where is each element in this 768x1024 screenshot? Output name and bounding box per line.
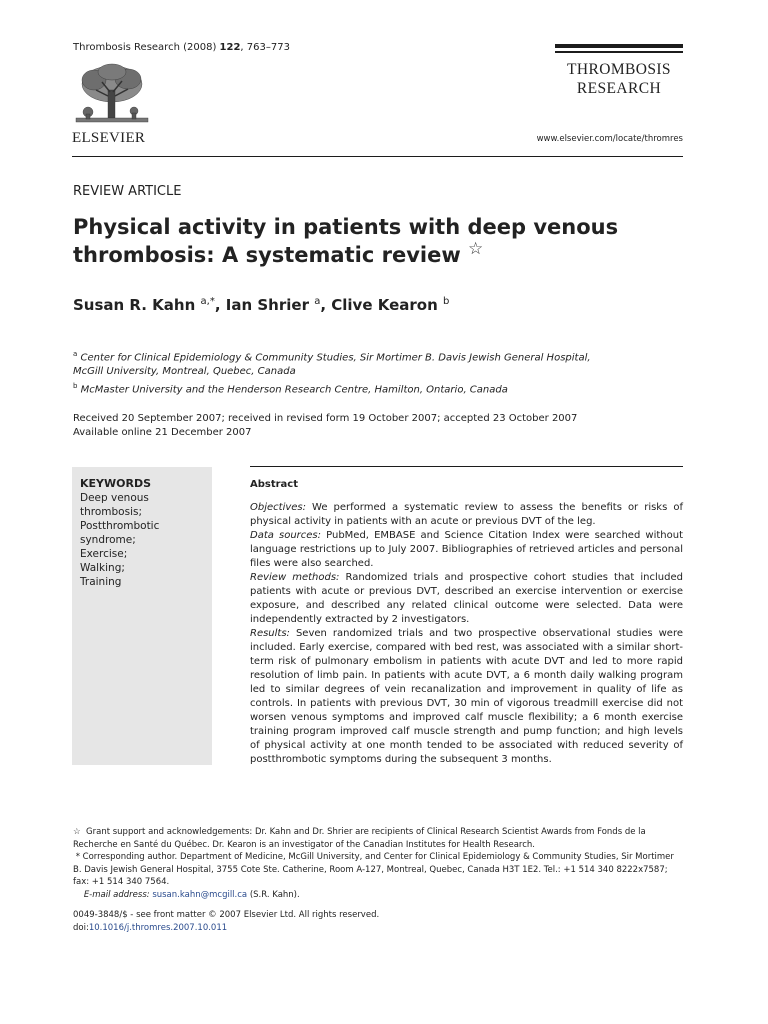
- title-line-1: Physical activity in patients with deep venous: [73, 215, 619, 239]
- abstract-body: [250, 501, 683, 767]
- affiliation-mark: b: [73, 382, 78, 391]
- footnotes: [73, 826, 683, 934]
- author-separator: ,: [320, 296, 332, 314]
- journal-citation: [73, 42, 290, 53]
- masthead-rule-thin: [555, 51, 683, 53]
- article-title: [73, 213, 683, 269]
- keyword-item: Exercise;: [80, 548, 128, 560]
- citation-volume: 122: [219, 42, 241, 53]
- citation-journal: Thrombosis Research (2008): [73, 42, 217, 53]
- keyword-item: syndrome;: [80, 534, 136, 546]
- author-name[interactable]: Ian Shrier: [225, 296, 309, 314]
- affiliations: [73, 347, 683, 398]
- affiliation-text: McMaster University and the Henderson Research Centre, Hamilton, Ontario, Canada: [80, 384, 508, 396]
- doi-prefix: doi:: [73, 922, 89, 933]
- keyword-item: Postthrombotic: [80, 520, 160, 532]
- doi-line: [73, 922, 683, 935]
- abstract-divider: [250, 466, 683, 467]
- doi-link[interactable]: 10.1016/j.thromres.2007.10.011: [88, 922, 228, 933]
- abstract-text: Randomized trials and prospective cohort studies that included patients with acute or previous DVT, described an exercise intervention or exercise exposure, and described any related clinical outcome were selected. Data were independently extracted by 2 investigators.: [250, 572, 683, 625]
- email-link[interactable]: susan.kahn@mcgill.ca: [152, 889, 248, 900]
- article-history: [73, 412, 683, 440]
- journal-title-line2: RESEARCH: [576, 79, 662, 97]
- author-separator: ,: [214, 296, 226, 314]
- author-affiliation-marks: b: [443, 296, 450, 307]
- publisher-name: ELSEVIER: [72, 130, 146, 146]
- abstract-label: Results:: [250, 628, 290, 639]
- keywords-heading: KEYWORDS: [80, 477, 152, 490]
- affiliation-item: [73, 347, 683, 365]
- abstract-paragraph: [250, 501, 683, 529]
- abstract-paragraph: [250, 529, 683, 571]
- abstract-label: Review methods:: [250, 572, 340, 583]
- journal-url-link[interactable]: www.elsevier.com/locate/thromres: [536, 134, 683, 144]
- email-label: E-mail address:: [83, 889, 150, 900]
- abstract-label: Data sources:: [250, 530, 322, 541]
- abstract-label: Objectives:: [250, 502, 306, 513]
- affiliation-mark: a: [73, 350, 78, 358]
- citation-pages: , 763–773: [240, 42, 290, 53]
- keyword-item: thrombosis;: [80, 506, 142, 518]
- author-name[interactable]: Susan R. Kahn: [73, 296, 196, 314]
- abstract-text: We performed a systematic review to assess the benefits or risks of physical activity in patients with an acute or previous DVT of the leg.: [250, 502, 683, 527]
- author-affiliation-marks: a,*: [200, 296, 215, 307]
- email-suffix: (S.R. Kahn).: [247, 889, 300, 900]
- corresponding-mark: *: [75, 852, 80, 862]
- keyword-item: Deep venous: [80, 492, 149, 504]
- title-line-2-text: thrombosis: A systematic review: [73, 243, 461, 267]
- journal-masthead: [555, 44, 683, 98]
- email-line: [73, 889, 683, 902]
- author-name[interactable]: Clive Kearon: [331, 296, 438, 314]
- title-footnote-star-icon[interactable]: ☆: [468, 239, 484, 259]
- journal-title-line1: THROMBOSIS: [567, 60, 671, 78]
- keyword-item: Walking;: [80, 562, 125, 574]
- author-affiliation-marks: a: [314, 296, 321, 307]
- grant-footnote: [73, 826, 683, 851]
- affiliation-item-continued: McGill University, Montreal, Quebec, Canada: [73, 366, 296, 378]
- abstract-text: Seven randomized trials and two prospective observational studies were included. Early exercise, compared with bed rest, was associated with a similar short-term risk of pulmonary embolism in patients with acute DVT and led to more rapid resolution of limb pain. In patients with acute DVT, a 6 month daily walking program led to similar degrees of vein recanalization and improvement in quality of life as controls. In patients with previous DVT, 30 min of vigorous treadmill exercise did not worsen venous symptoms and improved calf muscle flexibility; a 6 month exercise training program improved calf muscle strength and pump function; and high levels of physical activity at one month tended to be associated with reduced severity of postthrombotic symptoms during the subsequent 3 months.: [250, 628, 683, 765]
- abstract-text: PubMed, EMBASE and Science Citation Index were searched without language restrictions up to July 2007. Bibliographies of retrieved articles and personal files were also searched.: [250, 530, 684, 569]
- header-divider: [72, 156, 683, 157]
- keywords-list: [80, 491, 212, 589]
- keywords-box: [72, 467, 212, 765]
- corresponding-text: Corresponding author. Department of Medicine, McGill University, and Center for Clinical Epidemiology & Community Studies, Sir Mortimer B. Davis Jewish General Hospital, 3755 Cote Ste. Catherine, Room A-127, Montreal, Quebec, Canada H3T 1E2. Tel.: +1 514 340 8222x7587; fax: +1 514 340 7564.: [73, 852, 674, 887]
- abstract-heading: Abstract: [250, 479, 299, 490]
- abstract-paragraph: [250, 571, 683, 627]
- abstract-paragraph: [250, 627, 683, 767]
- title-line-2: [73, 241, 683, 269]
- affiliation-text: Center for Clinical Epidemiology & Community Studies, Sir Mortimer B. Davis Jewish General Hospital,: [80, 352, 591, 364]
- copyright-line: 0049-3848/$ - see front matter © 2007 Elsevier Ltd. All rights reserved.: [73, 910, 380, 920]
- elsevier-logo: [72, 62, 152, 148]
- grant-text: Grant support and acknowledgements: Dr. Kahn and Dr. Shrier are recipients of Clinical Research Scientist Awards from Fonds de la Recherche en Santé du Québec. Dr. Kearon is an investigator of the Canadian Institutes for Health Research.: [73, 827, 646, 850]
- article-type: REVIEW ARTICLE: [73, 184, 182, 199]
- affiliation-item: [73, 379, 683, 397]
- masthead-rule-thick: [555, 44, 683, 48]
- available-online-date: Available online 21 December 2007: [73, 427, 252, 438]
- corresponding-footnote: [73, 851, 683, 889]
- elsevier-tree-icon: [72, 62, 152, 128]
- keyword-item: Training: [80, 576, 122, 588]
- received-dates: Received 20 September 2007; received in revised form 19 October 2007; accepted 23 October 2007: [73, 413, 578, 424]
- grant-star-icon: ☆: [73, 827, 81, 837]
- journal-title: [555, 60, 683, 98]
- author-list: [73, 296, 449, 314]
